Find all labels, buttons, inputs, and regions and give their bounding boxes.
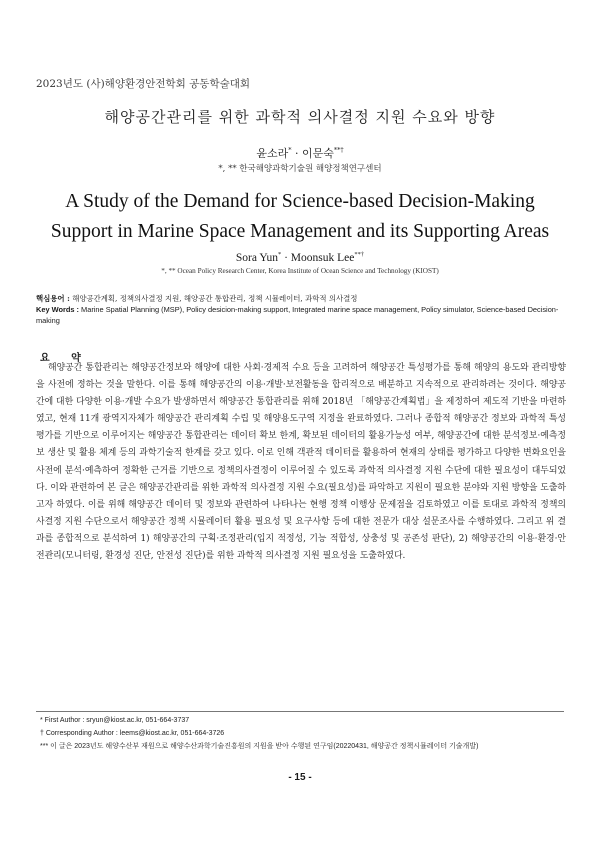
author-mark: **†: [333, 146, 344, 154]
korean-affiliation: *, ** 한국해양과학기술원 해양정책연구센터: [218, 164, 382, 174]
abstract-heading: 요 약: [40, 353, 90, 364]
keywords-block: [36, 293, 564, 327]
korean-keywords: [36, 293, 564, 304]
abstract-body: 해양공간 통합관리는 해양공간정보와 해양에 대한 사회·경제적 수요 등을 고려하여 해양공간 특성평가를 통해 해양의 용도와 관리방향을 사전에 정하는 것을 말한다. 이를 통해 해양공간의 이용·개발·보전활동을 합리적으로 배분하고 지속적으로 관리하려는 것이다. 해양공간에 대한 다양한 이용·개발 수요가 발생하면서 해양공간 통합관리를 위해 2018년 「해양공간계획법」을 제정하여 제도적 기반을 마련하였고, 현재 11개 광역지자체가 해양공간 관리계획 수립 및 해양용도구역 지정을 완료하였다. 그러나 종합적 해양공간 정보와 과학적 특성평가를 기반으로 이루어지는 해양공간 통합관리는 데이터 확보 한계, 확보된 데이터의 활용가능성 여부, 해양공간에 대한 분석정보·예측정보 생산 및 활용 체계 등의 과학기술적 한계를 갖고 있다. 이로 인해 객관적 데이터를 활용하여 현재의 상태를 평가하고 다양한 변화요인을 사전에 분석·예측하여 정확한 근거를 기반으로 정책의사결정이 이루어질 수 있도록 과학적 의사결정 지원 수단에 대한 필요성이 대두되었다. 이와 관련하여 본 글은 해양공간관리를 위한 과학적 의사결정 지원 수요(필요성)를 파악하고 지원이 필요한 분야와 지원 방향을 도출하고자 하였다. 이를 위해 해양공간 데이터 및 정보와 관련하여 나타나는 현행 정책 이행상 문제점을 검토하였고 이를 토대로 과학적 정책의사결정 지원 수단으로서 해양공간 정책 시뮬레이터 활용 필요성 및 요구사항 등에 대한 전문가 대상 설문조사를 수행하였다. 그리고 위 결과를 종합적으로 분석하여 1) 해양공간의 구획·조정관리(입지 적정성, 기능 적합성, 상충성 및 공존성 판단), 2) 해양공간의 이용·환경·안전관리(모니터링, 환경성 진단, 안전성 진단)를 위한 과학적 의사결정 지원 필요성을 도출하였다.: [36, 363, 566, 562]
footnote-first-author: * First Author : sryun@kiost.ac.kr, 051-664-3737: [40, 717, 190, 724]
english-title: A Study of the Demand for Science-based Decision-Making Support in Marine Space Management and its Supporting Areas: [50, 191, 550, 242]
keywords-label: Key Words :: [36, 305, 79, 315]
author-name: 윤소라: [256, 147, 289, 160]
author-separator: ·: [291, 147, 302, 160]
author-mark: *: [288, 146, 292, 154]
footnotes: [40, 715, 564, 753]
footnote-funding: *** 이 글은 2023년도 해양수산부 재원으로 해양수산과학기술진흥원의 지원을 받아 수행된 연구임(20220431, 해양공간 정책시뮬레이터 기술개발): [40, 742, 479, 750]
english-affiliation: *, ** Ocean Policy Research Center, Korea Institute of Ocean Science and Technology (KIOST): [161, 267, 439, 275]
english-authors: [0, 251, 600, 264]
keywords-label: 핵심용어 :: [36, 294, 70, 303]
korean-authors: [0, 145, 600, 161]
author-separator: ·: [281, 252, 291, 264]
page-number: - 15 -: [288, 772, 312, 783]
footnote-divider: [36, 711, 564, 712]
keywords-text: 해양공간계획, 정책의사결정 지원, 해양공간 통합관리, 정책 시뮬레이터, 과학적 의사결정: [72, 294, 358, 303]
footnote-corresponding: † Corresponding Author : leems@kiost.ac.kr, 051-664-3726: [40, 729, 225, 737]
author-mark: **†: [354, 251, 365, 258]
author-mark: *: [277, 251, 282, 258]
author-name: Sora Yun: [235, 252, 278, 264]
korean-title: 해양공간관리를 위한 과학적 의사결정 지원 수요와 방향: [104, 108, 496, 126]
author-name: 이문숙: [302, 147, 334, 160]
conference-header: 2023년도 (사)해양환경안전학회 공동학술대회: [36, 78, 251, 90]
keywords-text: Marine Spatial Planning (MSP), Policy desicion-making support, Integrated marine space management, Policy simulator, Science-based Decision-making: [36, 305, 559, 326]
english-keywords: [36, 304, 564, 326]
author-name: Moonsuk Lee: [290, 252, 355, 264]
